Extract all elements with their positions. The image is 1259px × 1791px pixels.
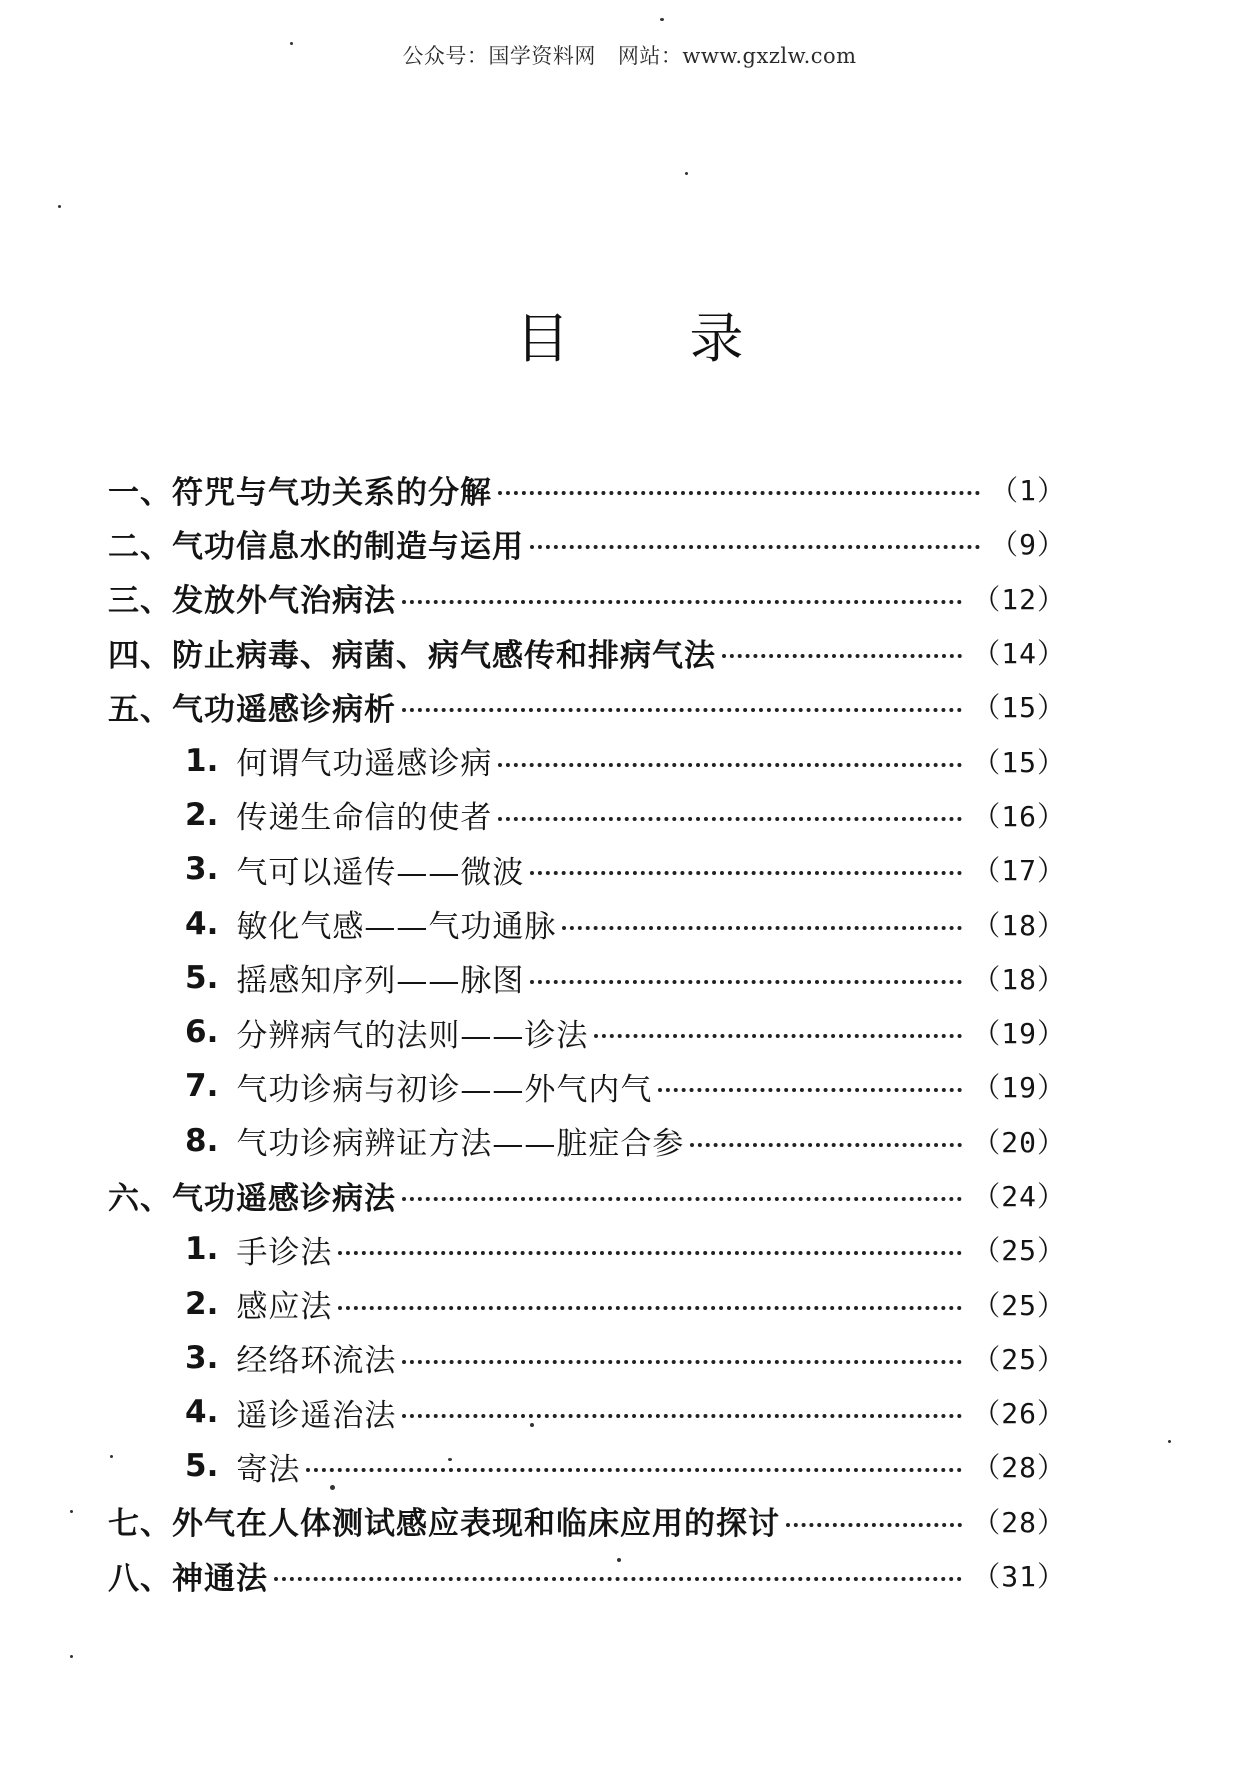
toc-entry-label: 经络环流法 — [236, 1343, 397, 1380]
toc-page-number: （20） — [972, 1125, 1066, 1159]
toc-entry-label: 六、气功遥感诊病法 — [108, 1180, 396, 1217]
toc-chapter — [108, 462, 1066, 516]
dot-leader — [338, 1251, 962, 1255]
dot-leader — [658, 1088, 962, 1092]
dot-leader — [594, 1034, 962, 1038]
toc-page-number: （25） — [972, 1234, 1066, 1268]
dot-leader — [402, 1414, 962, 1418]
toc-page-number: （18） — [972, 962, 1066, 996]
toc-section-number: 7. — [185, 1068, 219, 1105]
toc-page-number: （31） — [972, 1560, 1066, 1594]
header-account: 公众号：国学资料网 — [402, 44, 596, 68]
toc-entry-label: 二、气功信息水的制造与运用 — [108, 528, 524, 565]
toc-section-number: 2. — [185, 796, 219, 833]
dot-leader — [274, 1577, 962, 1581]
toc-section — [108, 896, 1066, 950]
dot-leader — [338, 1306, 962, 1310]
toc-entry-label: 传递生命信的使者 — [236, 800, 493, 837]
dot-leader — [498, 817, 962, 821]
toc-entry-label: 气可以遥传——微波 — [236, 854, 525, 891]
toc-section — [108, 1059, 1066, 1113]
toc-section-number: 8. — [185, 1122, 219, 1159]
table-of-contents — [108, 462, 1066, 1602]
toc-section — [108, 951, 1066, 1005]
toc-page-number: （14） — [972, 637, 1066, 671]
dot-leader — [722, 654, 962, 658]
dot-leader — [498, 491, 980, 495]
toc-entry-label: 五、气功遥感诊病析 — [108, 691, 396, 728]
dot-leader — [306, 1468, 962, 1472]
toc-entry-label: 手诊法 — [236, 1234, 333, 1271]
page-header — [0, 40, 1259, 70]
dot-leader — [402, 1197, 962, 1201]
toc-entry-label: 气功诊病辨证方法——脏症合参 — [236, 1126, 685, 1163]
toc-section — [108, 788, 1066, 842]
toc-entry-label: 感应法 — [236, 1289, 333, 1326]
toc-page-number: （25） — [972, 1288, 1066, 1322]
dot-leader — [402, 708, 962, 712]
toc-page-number: （15） — [972, 745, 1066, 779]
toc-section — [108, 1114, 1066, 1168]
toc-section — [108, 1385, 1066, 1439]
toc-section — [108, 1439, 1066, 1493]
toc-chapter — [108, 516, 1066, 570]
dot-leader — [402, 1360, 962, 1364]
toc-section-number: 4. — [185, 1394, 219, 1431]
toc-page-number: （24） — [972, 1180, 1066, 1213]
toc-section — [108, 733, 1066, 787]
toc-section — [108, 1331, 1066, 1385]
toc-entry-label: 四、防止病毒、病菌、病气感传和排病气法 — [108, 637, 716, 674]
toc-entry-label: 八、神通法 — [108, 1560, 268, 1597]
toc-section-number: 1. — [185, 742, 219, 779]
toc-section — [108, 1222, 1066, 1276]
dot-leader — [530, 545, 980, 549]
dot-leader — [562, 926, 962, 930]
toc-section — [108, 1005, 1066, 1059]
toc-chapter — [108, 1548, 1066, 1602]
toc-chapter — [108, 571, 1066, 625]
toc-entry-label: 分辨病气的法则——诊法 — [236, 1017, 589, 1054]
toc-chapter — [108, 1494, 1066, 1548]
toc-page-number: （19） — [972, 1071, 1066, 1105]
toc-section-number: 6. — [185, 1014, 219, 1051]
dot-leader — [786, 1523, 962, 1527]
toc-page-number: （12） — [972, 582, 1066, 616]
toc-entry-label: 七、外气在人体测试感应表现和临床应用的探讨 — [108, 1506, 780, 1543]
toc-entry-label: 气功诊病与初诊——外气内气 — [236, 1071, 653, 1108]
toc-section-number: 5. — [185, 959, 219, 996]
toc-entry-label: 寄法 — [236, 1451, 301, 1488]
title-char-left: 目 — [515, 307, 570, 370]
toc-section-number: 4. — [185, 905, 219, 942]
dot-leader — [498, 763, 962, 767]
dot-leader — [530, 871, 962, 875]
toc-entry-label: 敏化气感——气功通脉 — [236, 909, 557, 946]
toc-entry-label: 遥诊遥治法 — [236, 1397, 397, 1434]
toc-entry-label: 三、发放外气治病法 — [108, 583, 396, 620]
toc-page-number: （1） — [990, 474, 1066, 508]
toc-page-number: （28） — [972, 1505, 1066, 1539]
toc-page-number: （16） — [972, 799, 1066, 833]
toc-entry-label: 何谓气功遥感诊病 — [236, 746, 493, 783]
toc-section — [108, 1276, 1066, 1330]
toc-entry-label: 摇感知序列——脉图 — [236, 963, 525, 1000]
toc-chapter — [108, 679, 1066, 733]
toc-section-number: 5. — [185, 1448, 219, 1485]
toc-page-number: （18） — [972, 908, 1066, 942]
dot-leader — [690, 1143, 962, 1147]
toc-page-number: （26） — [972, 1397, 1066, 1431]
header-website: 网站：www.gxzlw.com — [617, 44, 857, 68]
toc-page-number: （15） — [972, 691, 1066, 725]
toc-section-number: 2. — [185, 1285, 219, 1322]
toc-entry-label: 一、符咒与气功关系的分解 — [108, 474, 492, 511]
page-title — [0, 296, 1259, 373]
toc-page-number: （19） — [972, 1017, 1066, 1051]
title-char-right: 录 — [689, 307, 744, 370]
dot-leader — [402, 600, 962, 604]
toc-section — [108, 842, 1066, 896]
dot-leader — [530, 980, 962, 984]
toc-page-number: （25） — [972, 1342, 1066, 1376]
toc-page-number: （28） — [972, 1451, 1066, 1485]
toc-chapter — [108, 625, 1066, 679]
toc-chapter — [108, 1168, 1066, 1222]
toc-page-number: （17） — [972, 854, 1066, 888]
toc-page-number: （9） — [990, 528, 1066, 562]
toc-section-number: 3. — [185, 1339, 219, 1376]
toc-section-number: 1. — [185, 1231, 219, 1268]
toc-section-number: 3. — [185, 851, 219, 888]
